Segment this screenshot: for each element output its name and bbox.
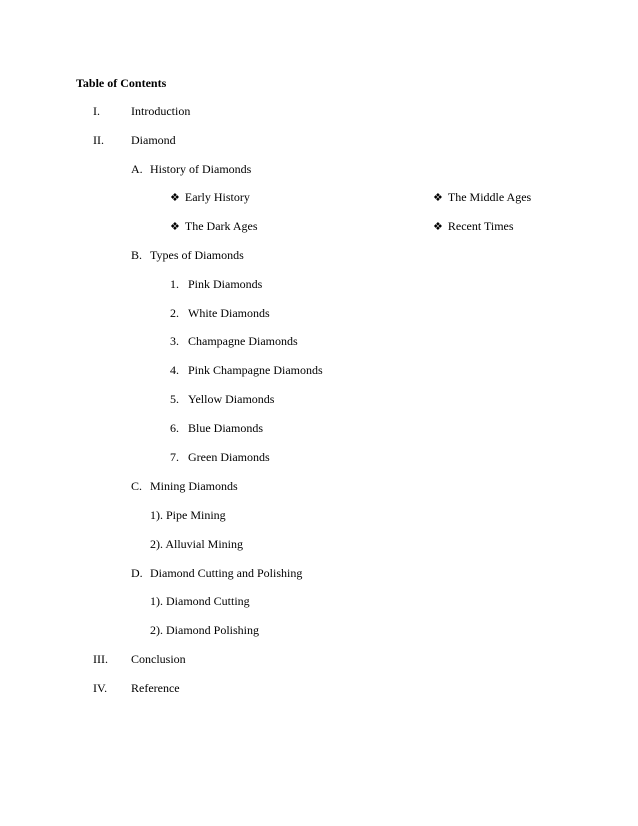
type-item: Champagne Diamonds [188, 334, 298, 348]
subsection-number: C. [131, 479, 143, 493]
subsection-history: History of Diamonds [150, 162, 252, 176]
type-number: 7. [170, 450, 179, 464]
mining-item-pipe: 1). Pipe Mining [150, 508, 226, 522]
type-number: 5. [170, 392, 179, 406]
history-item-recent [433, 219, 514, 234]
cutting-item-polish: 2). Diamond Polishing [150, 623, 260, 637]
history-item-middle [433, 190, 531, 205]
section-reference: Reference [131, 681, 180, 695]
section-diamond: Diamond [131, 133, 176, 147]
section-number: I. [93, 104, 100, 118]
type-item: White Diamonds [188, 306, 270, 320]
section-conclusion: Conclusion [131, 652, 186, 666]
history-item-label: Early History [184, 190, 250, 204]
subsection-cutting: Diamond Cutting and Polishing [150, 566, 303, 580]
subsection-mining: Mining Diamonds [150, 479, 238, 493]
subsection-number: A. [131, 162, 143, 176]
section-number: III. [93, 652, 108, 666]
history-item-label: The Dark Ages [184, 219, 258, 233]
type-item: Green Diamonds [188, 450, 270, 464]
history-item-label: Recent Times [447, 219, 514, 233]
type-number: 3. [170, 334, 179, 348]
type-item: Pink Champagne Diamonds [188, 363, 323, 377]
type-item: Yellow Diamonds [188, 392, 275, 406]
history-item-early [170, 190, 250, 205]
section-introduction: Introduction [131, 104, 191, 118]
type-number: 6. [170, 421, 179, 435]
cutting-item-cut: 1). Diamond Cutting [150, 594, 250, 608]
diamond-bullet-icon: ❖ [433, 221, 443, 233]
type-item: Blue Diamonds [188, 421, 263, 435]
subsection-number: B. [131, 248, 143, 262]
diamond-bullet-icon: ❖ [170, 221, 180, 233]
subsection-types: Types of Diamonds [150, 248, 244, 262]
toc-title: Table of Contents [76, 76, 167, 90]
history-item-label: The Middle Ages [447, 190, 532, 204]
type-number: 1. [170, 277, 179, 291]
type-number: 2. [170, 306, 179, 320]
diamond-bullet-icon: ❖ [170, 192, 180, 204]
section-number: II. [93, 133, 104, 147]
subsection-number: D. [131, 566, 143, 580]
type-number: 4. [170, 363, 179, 377]
mining-item-alluvial: 2). Alluvial Mining [150, 537, 243, 551]
type-item: Pink Diamonds [188, 277, 263, 291]
section-number: IV. [93, 681, 108, 695]
history-item-dark [170, 219, 258, 234]
diamond-bullet-icon: ❖ [433, 192, 443, 204]
